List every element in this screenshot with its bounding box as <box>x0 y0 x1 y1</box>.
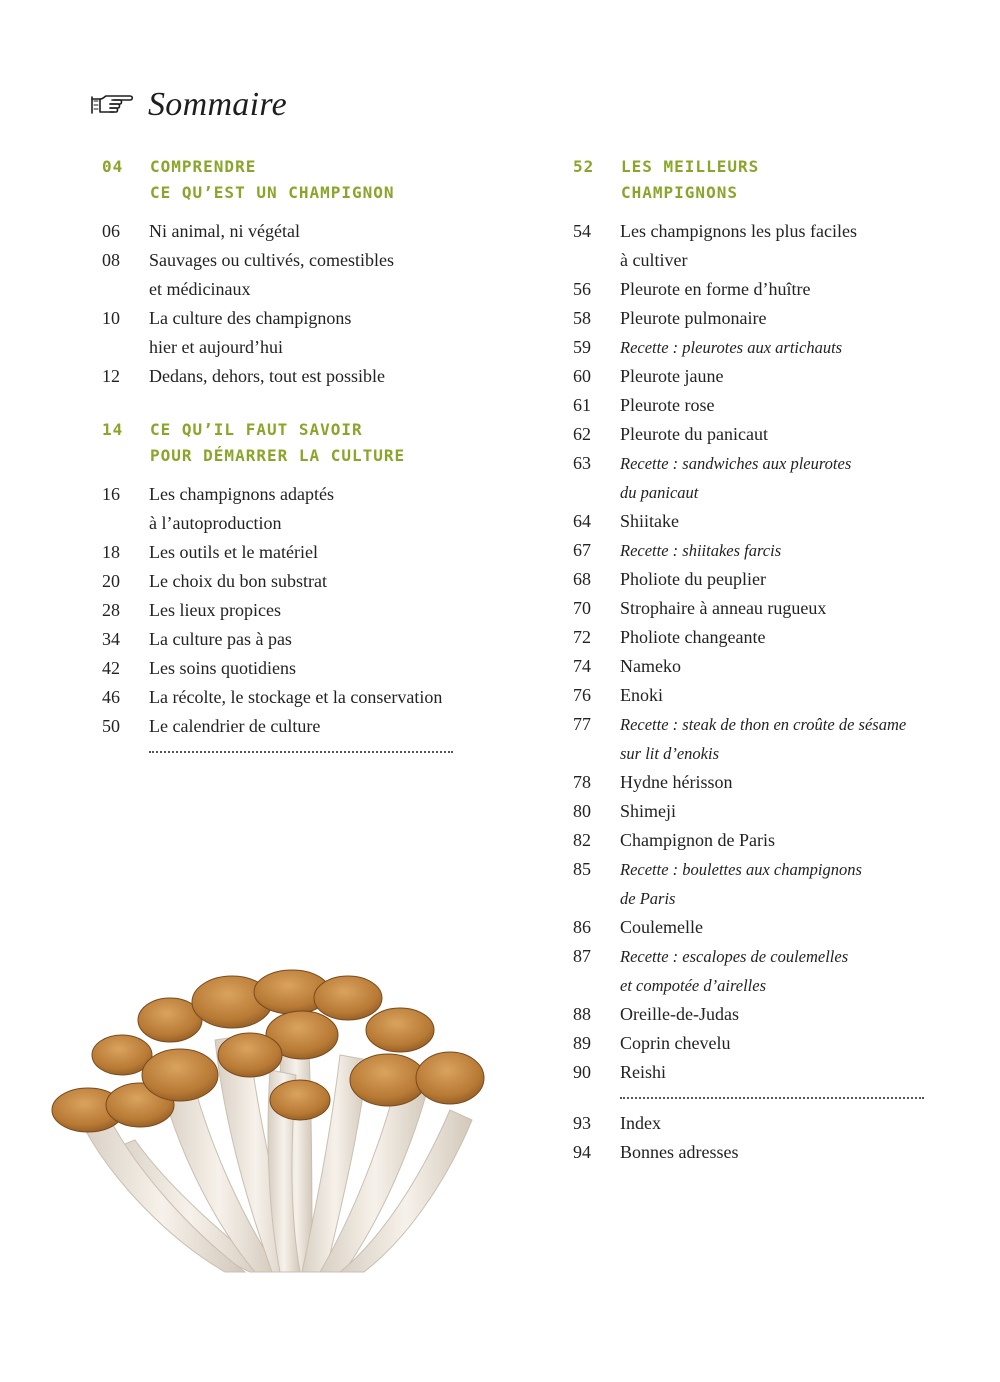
toc-entry <box>573 797 933 826</box>
dotted-divider <box>620 1097 924 1099</box>
entry-page-number: 34 <box>102 629 120 649</box>
entry-page-number: 67 <box>573 540 591 560</box>
pointing-hand-icon <box>90 91 136 119</box>
entry-page-number: 12 <box>102 366 120 386</box>
entry-page-number: 20 <box>102 571 120 591</box>
entry-title: Coprin chevelu <box>620 1033 731 1053</box>
entry-title: Pleurote du panicaut <box>620 424 768 444</box>
entry-title: Nameko <box>620 656 681 676</box>
entry-title: Les soins quotidiens <box>149 658 296 678</box>
toc-entry <box>102 304 462 362</box>
entry-title: Les outils et le matériel <box>149 542 318 562</box>
section-title: LES MEILLEURS CHAMPIGNONS <box>621 157 760 202</box>
toc-entry-recipe <box>573 710 933 768</box>
entry-title: Les lieux propices <box>149 600 281 620</box>
toc-entry <box>102 217 462 246</box>
section-page-number: 52 <box>573 157 595 176</box>
entry-title: Pleurote jaune <box>620 366 724 386</box>
toc-entry-recipe <box>573 855 933 913</box>
entry-title: Le choix du bon substrat <box>149 571 327 591</box>
entry-page-number: 62 <box>573 424 591 444</box>
entry-title: Recette : escalopes de coulemelles et compotée d’airelles <box>620 947 849 995</box>
entry-page-number: 46 <box>102 687 120 707</box>
section-page-number: 04 <box>102 157 124 176</box>
entry-title: Sauvages ou cultivés, comestibles et médicinaux <box>149 250 394 299</box>
toc-entry-recipe <box>573 449 933 507</box>
toc-entry <box>102 683 462 712</box>
toc-entry <box>573 275 933 304</box>
toc-entry <box>573 391 933 420</box>
entry-title: Index <box>620 1113 661 1133</box>
entry-title: Shiitake <box>620 511 679 531</box>
entry-title: Pholiote changeante <box>620 627 766 647</box>
entry-page-number: 06 <box>102 221 120 241</box>
section-title: COMPRENDRE CE QU’EST UN CHAMPIGNON <box>150 157 395 202</box>
toc-entry <box>573 652 933 681</box>
entry-title: Ni animal, ni végétal <box>149 221 300 241</box>
toc-entry-recipe <box>573 942 933 1000</box>
toc-entry <box>102 362 462 391</box>
entry-page-number: 86 <box>573 917 591 937</box>
toc-entry <box>573 594 933 623</box>
entry-page-number: 74 <box>573 656 591 676</box>
toc-entry <box>573 304 933 333</box>
entry-page-number: 61 <box>573 395 591 415</box>
toc-entry <box>573 913 933 942</box>
entry-page-number: 54 <box>573 221 591 241</box>
entry-page-number: 63 <box>573 453 591 473</box>
toc-entry <box>102 538 462 567</box>
toc-entry-recipe <box>573 536 933 565</box>
entry-page-number: 59 <box>573 337 591 357</box>
entry-title: Bonnes adresses <box>620 1142 739 1162</box>
entry-title: Shimeji <box>620 801 677 821</box>
toc-entry <box>102 480 462 538</box>
entry-page-number: 78 <box>573 772 591 792</box>
entry-title: Recette : pleurotes aux artichauts <box>620 338 843 357</box>
entry-page-number: 60 <box>573 366 591 386</box>
toc-entry <box>573 1000 933 1029</box>
entry-title: Champignon de Paris <box>620 830 775 850</box>
toc-entry <box>102 625 462 654</box>
entry-title: Strophaire à anneau rugueux <box>620 598 827 618</box>
toc-entry <box>573 507 933 536</box>
toc-entry <box>573 826 933 855</box>
entry-page-number: 87 <box>573 946 591 966</box>
entry-page-number: 90 <box>573 1062 591 1082</box>
entry-title: La récolte, le stockage et la conservation <box>149 687 443 707</box>
entry-title: La culture pas à pas <box>149 629 292 649</box>
toc-entry <box>573 768 933 797</box>
entry-page-number: 85 <box>573 859 591 879</box>
entry-page-number: 50 <box>102 716 120 736</box>
entry-page-number: 18 <box>102 542 120 562</box>
toc-section-heading <box>102 154 462 206</box>
entry-title: Recette : boulettes aux champignons de Paris <box>620 860 862 908</box>
entry-page-number: 68 <box>573 569 591 589</box>
entry-title: Dedans, dehors, tout est possible <box>149 366 385 386</box>
entry-title: Recette : sandwiches aux pleurotes du panicaut <box>620 454 852 502</box>
toc-entry <box>102 712 462 741</box>
toc-entry <box>573 1058 933 1087</box>
entry-page-number: 08 <box>102 250 120 270</box>
toc-entry-index <box>573 1109 933 1138</box>
dotted-divider <box>149 751 453 753</box>
section-title: CE QU’IL FAUT SAVOIR POUR DÉMARRER LA CULTURE <box>150 420 406 465</box>
toc-right-column <box>573 154 933 1167</box>
entry-page-number: 64 <box>573 511 591 531</box>
section-page-number: 14 <box>102 420 124 439</box>
entry-title: Enoki <box>620 685 663 705</box>
entry-page-number: 58 <box>573 308 591 328</box>
toc-entry-addresses <box>573 1138 933 1167</box>
toc-entry <box>102 567 462 596</box>
entry-title: Pholiote du peuplier <box>620 569 766 589</box>
entry-page-number: 72 <box>573 627 591 647</box>
toc-entry-recipe <box>573 333 933 362</box>
entry-title: La culture des champignons hier et aujourd’hui <box>149 308 352 357</box>
toc-entry <box>573 1029 933 1058</box>
entry-title: Coulemelle <box>620 917 703 937</box>
entry-title: Hydne hérisson <box>620 772 733 792</box>
toc-entry <box>573 362 933 391</box>
entry-page-number: 42 <box>102 658 120 678</box>
toc-entry <box>102 596 462 625</box>
entry-page-number: 16 <box>102 484 120 504</box>
page-title-block <box>90 86 287 124</box>
entry-page-number: 94 <box>573 1142 591 1162</box>
entry-title: Pleurote pulmonaire <box>620 308 767 328</box>
entry-page-number: 77 <box>573 714 591 734</box>
entry-page-number: 80 <box>573 801 591 821</box>
entry-title: Oreille-de-Judas <box>620 1004 739 1024</box>
entry-page-number: 82 <box>573 830 591 850</box>
page-title: Sommaire <box>148 86 288 123</box>
entry-title: Le calendrier de culture <box>149 716 321 736</box>
toc-entry <box>573 217 933 275</box>
entry-title: Pleurote rose <box>620 395 715 415</box>
entry-page-number: 10 <box>102 308 120 328</box>
toc-left-column <box>102 154 462 763</box>
toc-section-heading <box>573 154 933 206</box>
entry-title: Recette : steak de thon en croûte de sésame sur lit d’enokis <box>620 715 907 763</box>
entry-page-number: 56 <box>573 279 591 299</box>
entry-title: Les champignons les plus faciles à cultiver <box>620 221 857 270</box>
entry-page-number: 76 <box>573 685 591 705</box>
entry-page-number: 89 <box>573 1033 591 1053</box>
entry-title: Les champignons adaptés à l’autoproduction <box>149 484 334 533</box>
entry-page-number: 88 <box>573 1004 591 1024</box>
toc-entry <box>573 623 933 652</box>
entry-title: Pleurote en forme d’huître <box>620 279 811 299</box>
toc-entry <box>102 654 462 683</box>
toc-entry <box>573 565 933 594</box>
toc-entry <box>102 246 462 304</box>
toc-entry <box>573 681 933 710</box>
mushroom-cluster-illustration <box>40 960 500 1280</box>
entry-page-number: 93 <box>573 1113 591 1133</box>
entry-title: Recette : shiitakes farcis <box>620 541 782 560</box>
toc-section-heading <box>102 417 462 469</box>
toc-entry <box>573 420 933 449</box>
entry-page-number: 28 <box>102 600 120 620</box>
entry-title: Reishi <box>620 1062 667 1082</box>
entry-page-number: 70 <box>573 598 591 618</box>
